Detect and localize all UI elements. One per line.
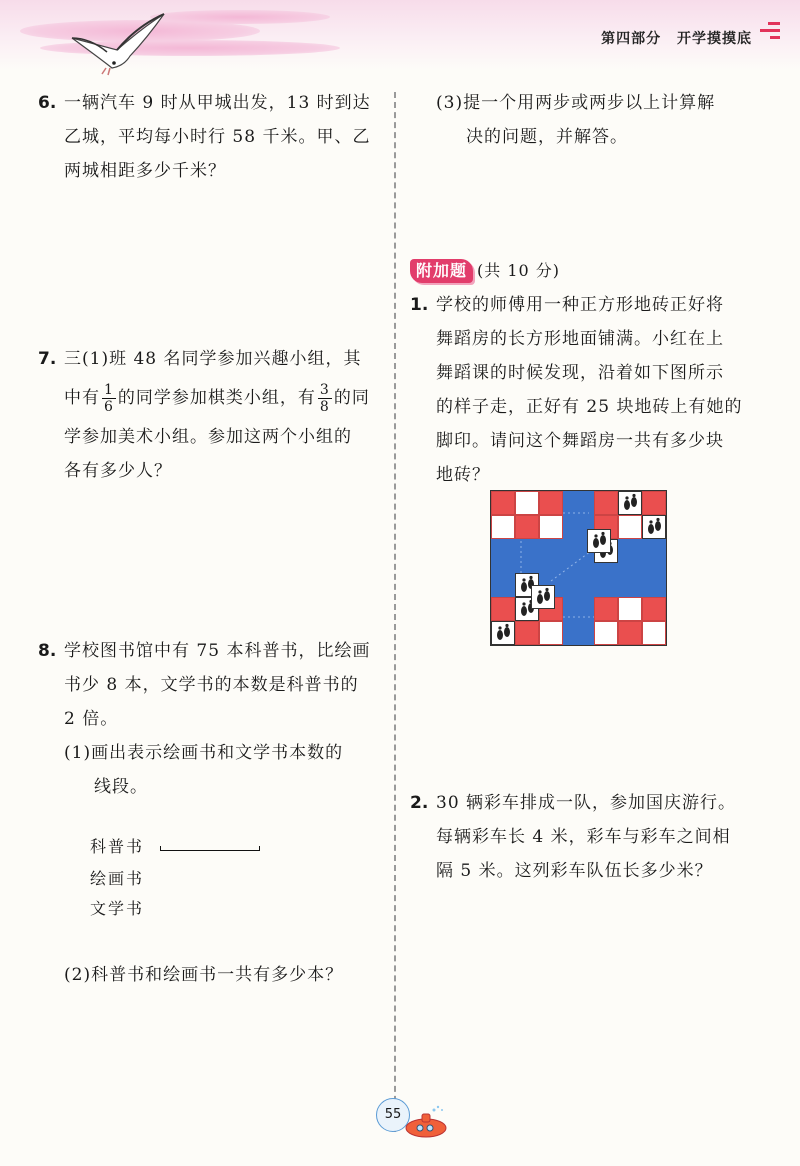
header-accent-mark	[760, 22, 780, 52]
floor-tile	[618, 515, 642, 539]
problem-text-line: 每辆彩车长 4 米，彩车与彩车之间相	[436, 827, 731, 847]
segment-row-kepu: 科普书	[90, 834, 144, 857]
header-section: 第四部分	[601, 31, 662, 47]
segment-row-wenxue[interactable]: 文学书	[90, 899, 145, 918]
footprint-tile	[642, 515, 666, 539]
sub-question-3	[410, 86, 770, 154]
floor-tile	[491, 597, 515, 621]
problem-text-line: 舞蹈课的时候发现，沿着如下图所示	[436, 363, 724, 383]
floor-tile	[642, 597, 666, 621]
problem-text-line: 学校的师傅用一种正方形地砖正好将	[436, 295, 724, 315]
problem-text-line: 一辆汽车 9 时从甲城出发，13 时到达	[64, 93, 371, 113]
floor-tile	[539, 621, 563, 645]
problem-text-line: 中有 $\frac{1}{6}$ 的同学参加棋类小组，有 $\frac{3}{8}$ 的同	[64, 382, 370, 415]
problem-text-line: 乙城，平均每小时行 58 千米。甲、乙	[64, 127, 371, 147]
fraction-three-eighths: $\frac{3}{8}$	[319, 382, 330, 415]
sub-question-2: (2)科普书和绘画书一共有多少本？	[64, 965, 344, 985]
floor-tile	[491, 515, 515, 539]
problem-text-line: (3)提一个用两步或两步以上计算解	[436, 93, 716, 113]
bonus-header	[410, 254, 770, 288]
problem-text-line: 隔 5 米。这列彩车队伍长多少米？	[436, 861, 713, 881]
bonus-badge: 附加题	[410, 259, 473, 283]
footprint-icon	[588, 530, 610, 552]
problem-text-line: 两城相距多少千米？	[64, 161, 226, 181]
problem-text-line: 线段。	[94, 777, 148, 797]
problem-text-line: 学校图书馆中有 75 本科普书，比绘画	[64, 641, 371, 661]
footprint-tile	[587, 529, 611, 553]
problem-text-line: 舞蹈房的长方形地面铺满。小红在上	[436, 329, 724, 349]
sub-question-1: (1)画出表示绘画书和文学书本数的 线段。	[64, 736, 383, 804]
problem-8	[38, 634, 383, 804]
footprint-icon	[492, 622, 514, 644]
header-title	[591, 28, 752, 48]
floor-tile	[515, 491, 539, 515]
problem-6	[38, 86, 383, 188]
floor-tile-diagram	[490, 490, 667, 646]
problem-number: 7.	[38, 349, 57, 369]
problem-text-line: 的样子走，正好有 25 块地砖上有她的	[436, 397, 743, 417]
bird-icon	[62, 8, 182, 78]
bonus-score: (共 10 分)	[477, 261, 561, 280]
floor-tile	[618, 597, 642, 621]
footprint-icon	[532, 586, 554, 608]
problem-text-line: 学参加美术小组。参加这两个小组的	[64, 427, 352, 447]
problem-text-line: 地砖？	[436, 465, 490, 485]
problem-7	[38, 342, 383, 488]
problem-text-line: 脚印。请问这个舞蹈房一共有多少块	[436, 431, 724, 451]
segment-line	[160, 846, 260, 851]
footprint-icon	[619, 492, 641, 514]
sub-question-label: (1)	[64, 743, 92, 763]
bonus-problem-1	[410, 288, 770, 492]
floor-tile	[594, 621, 618, 645]
problem-text-line: 30 辆彩车排成一队，参加国庆游行。	[436, 793, 737, 813]
problem-text-line: 书少 8 本，文学书的本数是科普书的	[64, 675, 359, 695]
problem-text-line: 三(1)班 48 名同学参加兴趣小组，其	[64, 349, 362, 369]
segment-row-huihua[interactable]: 绘画书	[90, 869, 145, 888]
floor-tile	[539, 515, 563, 539]
floor-tile	[515, 515, 539, 539]
floor-tile	[642, 491, 666, 515]
footprint-tile	[491, 621, 515, 645]
floor-tile	[594, 491, 618, 515]
submarine-icon	[398, 1104, 450, 1140]
header-band	[0, 0, 800, 70]
floor-tile	[594, 597, 618, 621]
problem-text-line: 各有多少人？	[64, 461, 172, 481]
floor-tile	[515, 621, 539, 645]
column-divider	[394, 92, 396, 1132]
fraction-one-sixth: $\frac{1}{6}$	[104, 382, 114, 415]
floor-tile	[642, 621, 666, 645]
problem-number: 6.	[38, 93, 57, 113]
floor-tile	[618, 621, 642, 645]
problem-text-line: 决的问题，并解答。	[466, 127, 628, 147]
floor-tile	[539, 491, 563, 515]
footprint-icon	[643, 516, 665, 538]
page-number: 55	[376, 1098, 410, 1132]
footprint-tile	[531, 585, 555, 609]
problem-number: 1.	[410, 295, 429, 315]
problem-number: 8.	[38, 641, 57, 661]
problem-number: 2.	[410, 793, 429, 813]
bonus-problem-2	[410, 786, 770, 888]
header-unit-title: 开学摸摸底	[677, 31, 752, 47]
footprint-tile	[618, 491, 642, 515]
floor-tile	[491, 491, 515, 515]
problem-text-line: 2 倍。	[64, 709, 119, 729]
